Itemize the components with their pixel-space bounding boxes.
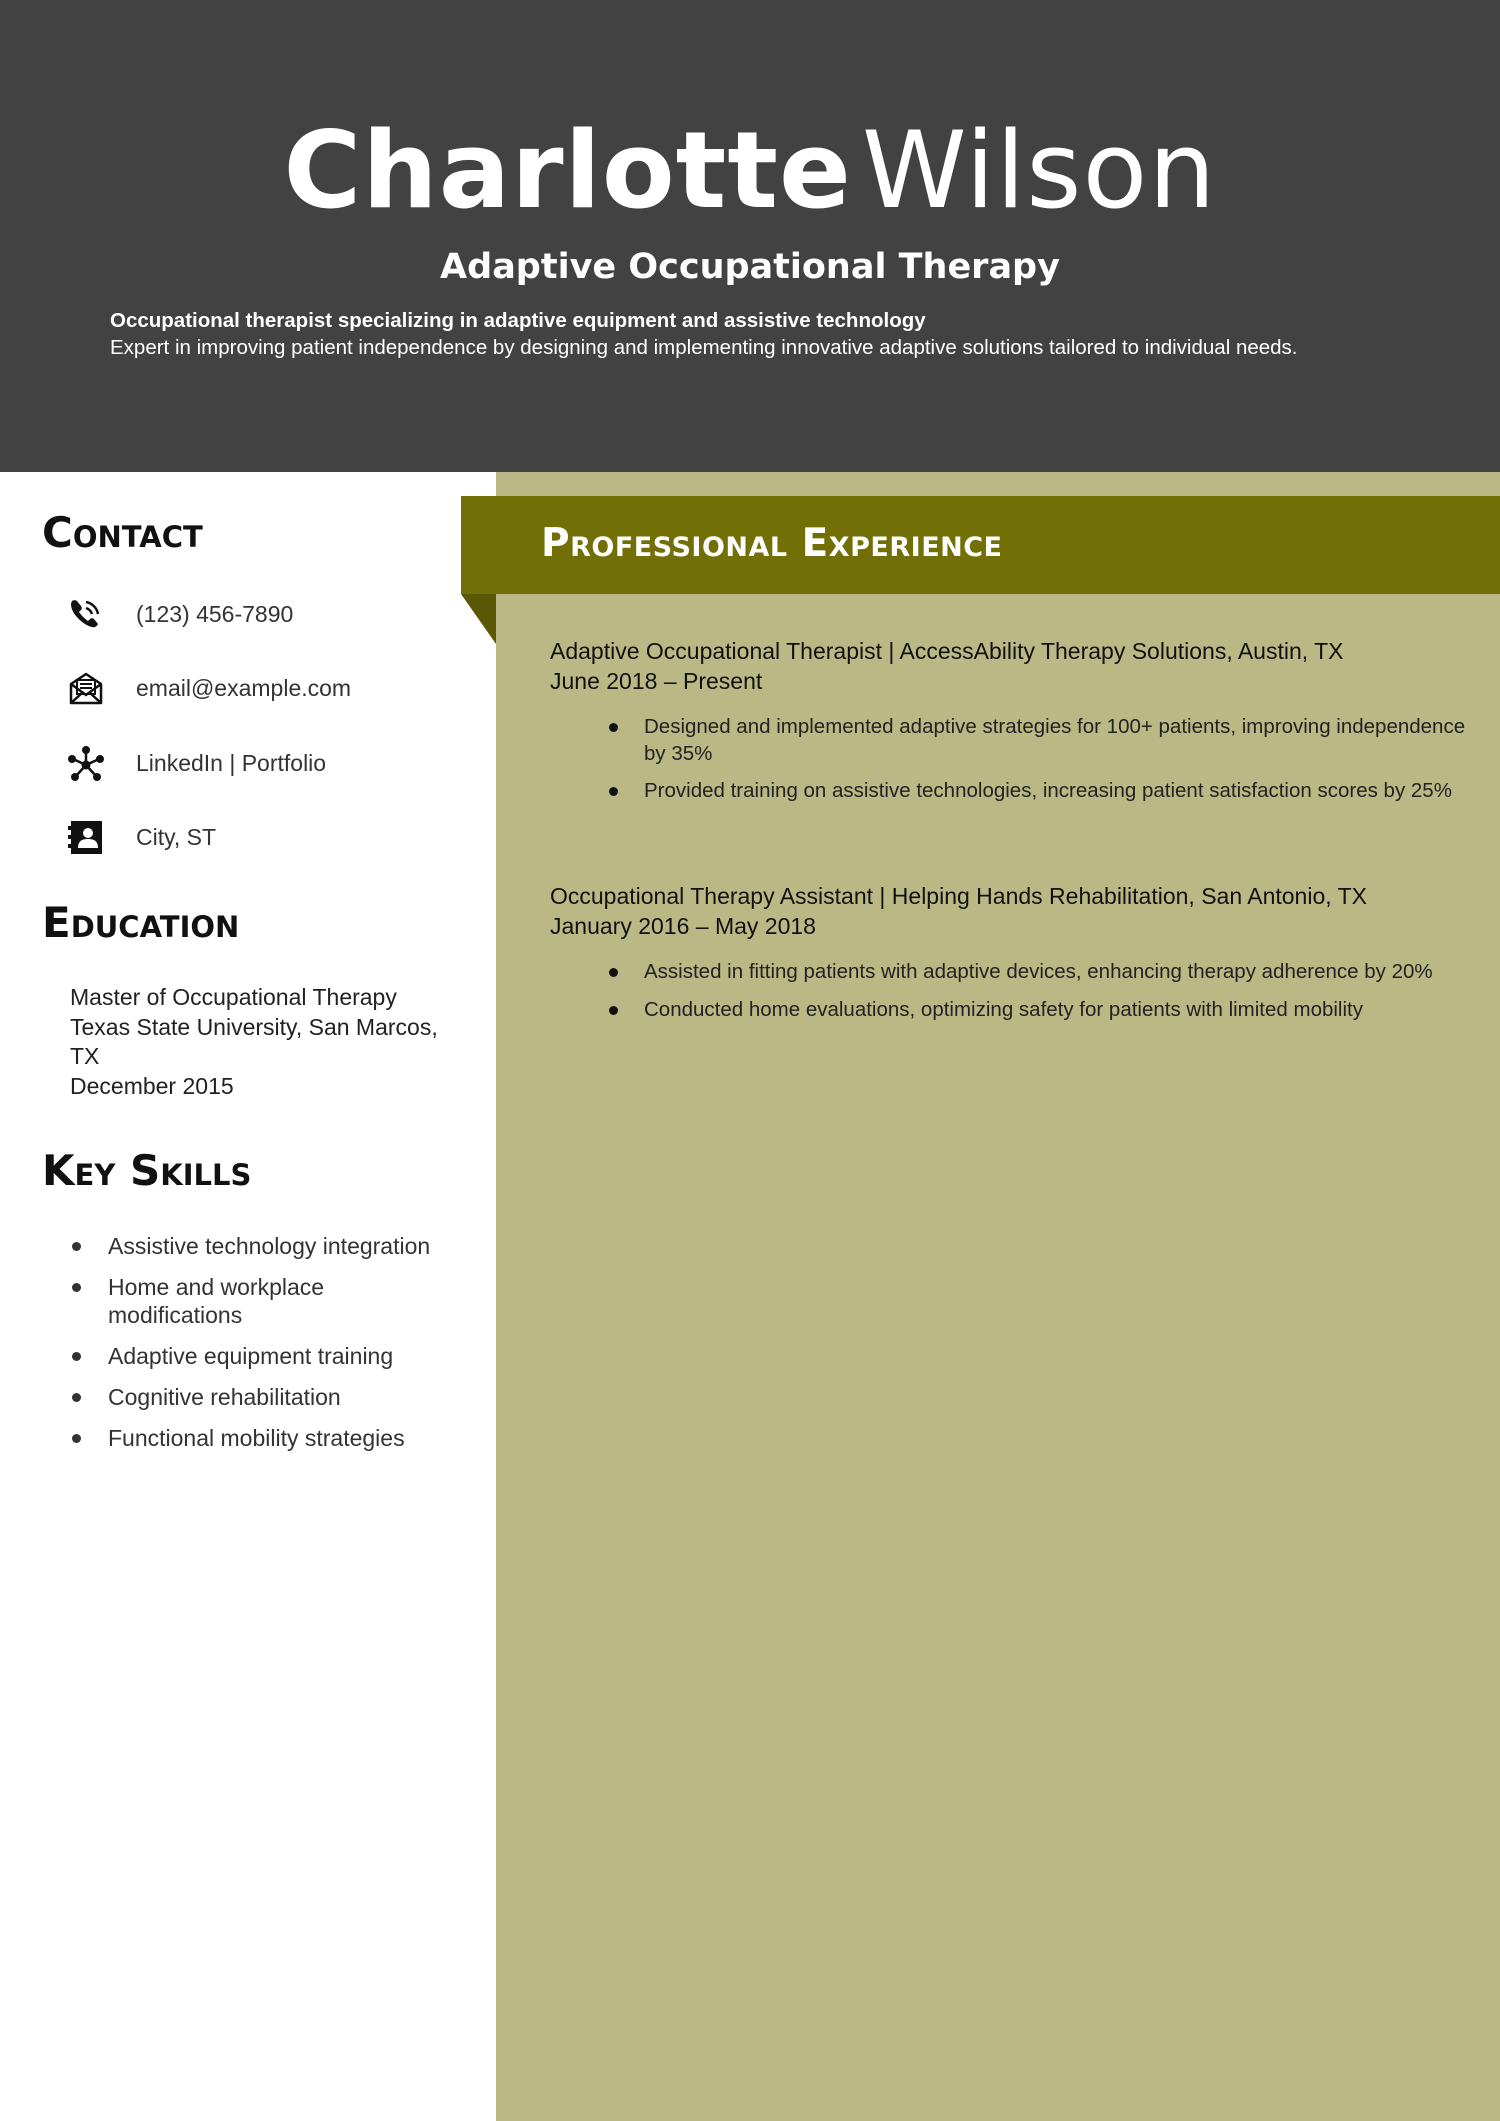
job-dates: January 2016 – May 2018 [550,913,816,939]
job-title: Occupational Therapy Assistant | Helping Hands Rehabilitation, San Antonio, TX [550,883,1368,909]
degree: Master of Occupational Therapy [70,984,397,1010]
education-entry [70,983,470,1101]
job-entry [550,636,1470,816]
summary: Expert in improving patient independence by designing and implementing innovative adaptive solutions tailored to individual needs. [110,336,1298,359]
skill-item: Cognitive rehabilitation [70,1383,470,1411]
skills-list [70,1232,470,1465]
candidate-name [0,106,1500,236]
skill-item: Assistive technology integration [70,1232,470,1260]
contact-email [64,666,464,710]
contact-links [64,741,464,785]
job-bullet: Assisted in fitting patients with adaptive devices, enhancing therapy adherence by 20% [550,959,1470,986]
phone-number: (123) 456-7890 [136,601,294,627]
banner-fold [461,594,496,644]
contact-location [64,815,464,859]
job-bullets [550,959,1470,1023]
envelope-icon [64,666,108,710]
tagline: Occupational therapist specializing in adaptive equipment and assistive technology [110,309,926,332]
first-name: Charlotte [283,109,852,232]
phone-icon [64,592,108,636]
experience-section-title: Professional Experience [541,521,1003,566]
contact-section-title: Contact [42,508,203,557]
network-icon [64,741,108,785]
job-dates: June 2018 – Present [550,668,763,694]
professional-title: Adaptive Occupational Therapy [440,247,1060,287]
last-name: Wilson [861,109,1217,232]
contact-card-icon [64,815,108,859]
email-address: email@example.com [136,675,352,701]
job-bullet: Provided training on assistive technologies, increasing patient satisfaction scores by 25% [550,778,1470,805]
job-bullets [550,714,1470,805]
skills-section-title: Key Skills [42,1146,252,1195]
location: City, ST [136,824,217,850]
school: Texas State University, San Marcos, [70,1013,438,1040]
school-state: TX [70,1043,100,1069]
skill-item: Home and workplace modifications [70,1273,388,1329]
header [0,0,1500,472]
skill-item: Adaptive equipment training [70,1342,470,1370]
job-bullet: Conducted home evaluations, optimizing safety for patients with limited mobility [550,997,1470,1024]
job-bullet: Designed and implemented adaptive strategies for 100+ patients, improving independence by 35% [550,714,1470,767]
skill-item: Functional mobility strategies [70,1424,470,1452]
graduation-date: December 2015 [70,1072,234,1099]
job-entry [550,881,1470,1034]
education-section-title: Education [42,898,240,947]
job-title: Adaptive Occupational Therapist | AccessAbility Therapy Solutions, Austin, TX [550,638,1344,664]
linkedin-portfolio: LinkedIn | Portfolio [136,750,327,776]
contact-phone [64,592,464,636]
